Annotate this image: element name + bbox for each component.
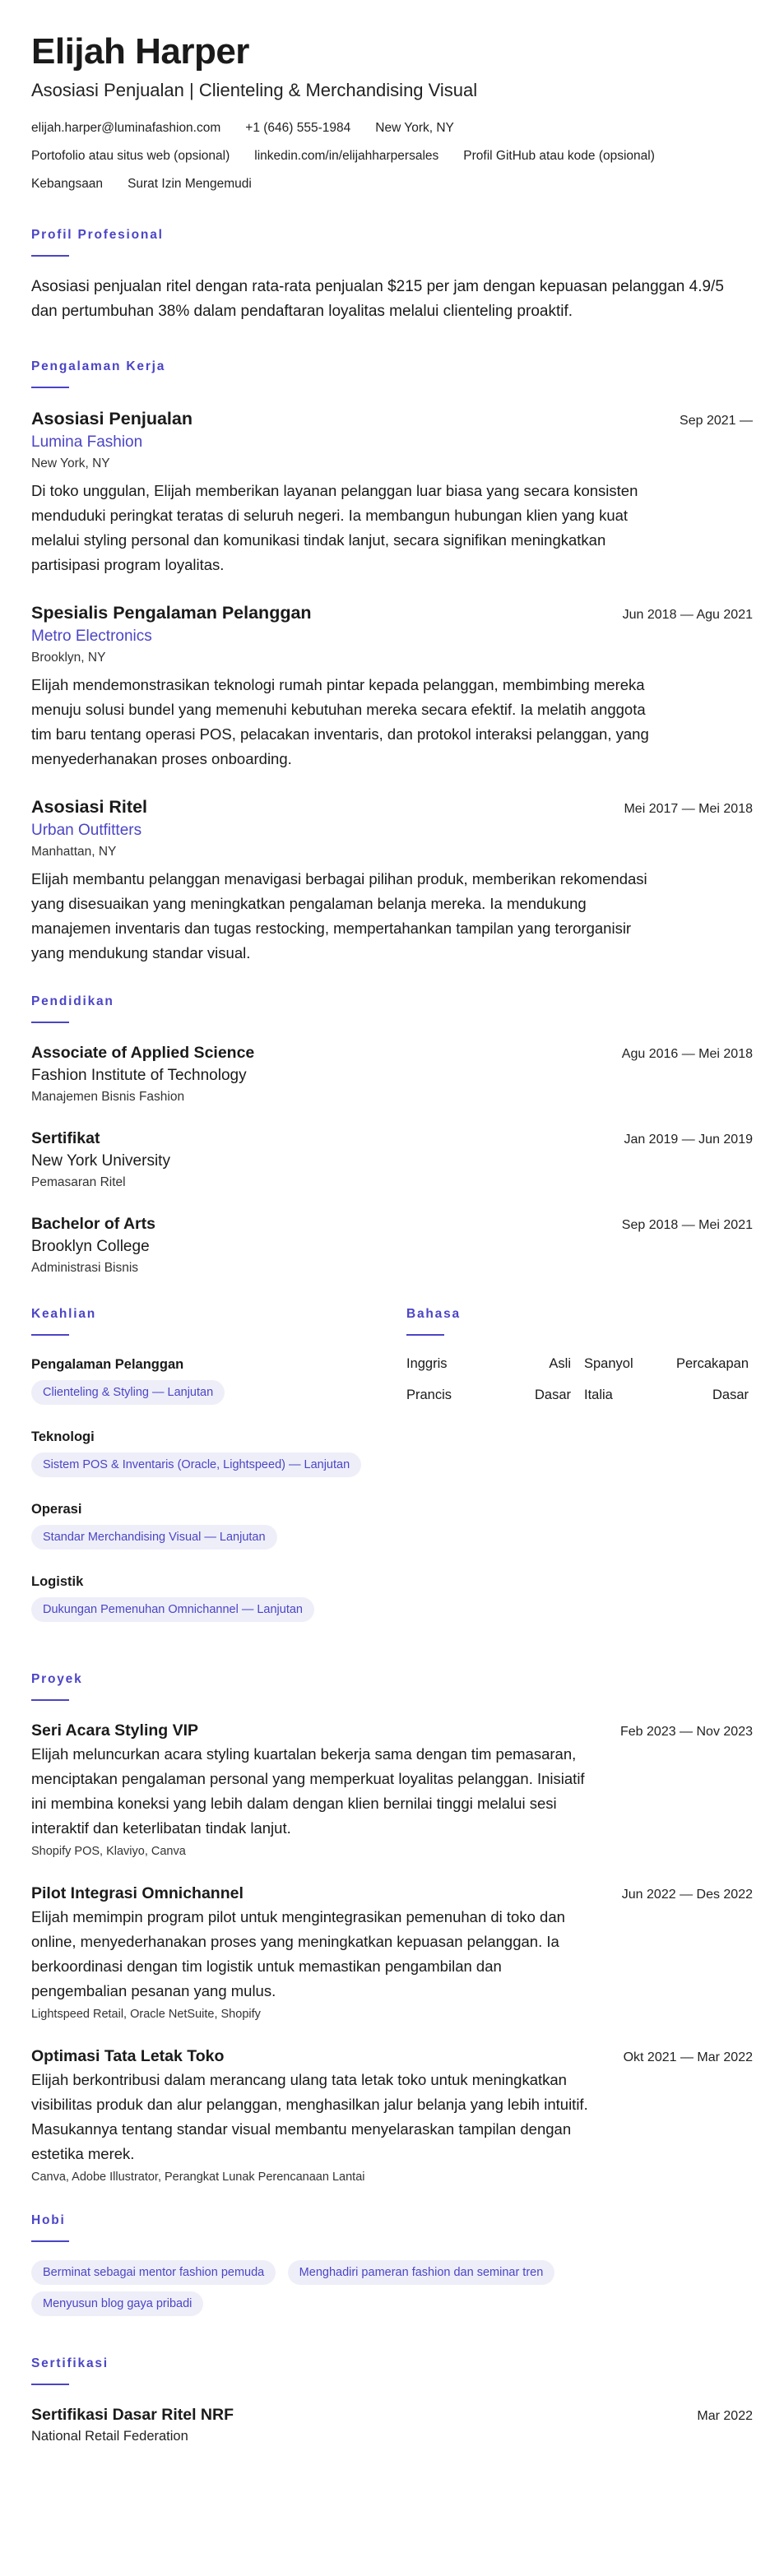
project-entry: [31, 2045, 753, 2186]
certification-date: Mar 2022: [697, 2409, 753, 2423]
edu-date: Agu 2016 — Mei 2018: [621, 1047, 753, 1061]
edu-field: Manajemen Bisnis Fashion: [31, 1090, 185, 1104]
language-item: [584, 1385, 749, 1405]
section-divider: [31, 2384, 69, 2385]
section-divider: [406, 1334, 444, 1336]
edu-degree: Sertifikat: [31, 1129, 100, 1147]
education-entry: [31, 1127, 753, 1193]
job-entry: [31, 600, 753, 771]
edu-degree: Associate of Applied Science: [31, 1044, 255, 1062]
job-role: Spesialis Pengalaman Pelanggan: [31, 603, 312, 623]
job-company: Urban Outfitters: [31, 822, 142, 839]
skill-chip: Clienteling & Styling — Lanjutan: [31, 1380, 225, 1405]
project-tools: Canva, Adobe Illustrator, Perangkat Lunak Perencanaan Lantai: [31, 2171, 365, 2184]
language-name: Prancis: [406, 1388, 452, 1402]
job-date: Sep 2021 —: [680, 414, 753, 428]
language-item: [406, 1385, 571, 1405]
skills-section: [31, 1306, 406, 1643]
language-level: Percakapan: [675, 1356, 749, 1371]
candidate-name: Elijah Harper: [31, 31, 249, 72]
education-entry: [31, 1041, 753, 1107]
contact-portfolio[interactable]: Portofolio atau situs web (opsional): [31, 149, 230, 163]
skill-group: [31, 1426, 406, 1484]
section-title: Profil Profesional: [31, 228, 164, 242]
project-title: Seri Acara Styling VIP: [31, 1721, 199, 1740]
profile-section: [31, 227, 753, 324]
job-location: New York, NY: [31, 456, 110, 470]
section-title: Bahasa: [406, 1307, 461, 1321]
project-date: Feb 2023 — Nov 2023: [620, 1725, 753, 1739]
job-description: Elijah mendemonstrasikan teknologi rumah pintar kepada pelanggan, membimbing mereka menuju solusi bundel yang memenuhi kebutuhan mereka secara efektif. Ia melatih anggota tim baru tentang operasi POS, pelacakan inventaris, dan protokol interaksi pelanggan, yang menyederhanakan proses onboarding.: [31, 676, 649, 767]
edu-school: Fashion Institute of Technology: [31, 1067, 247, 1084]
edu-date: Sep 2018 — Mei 2021: [621, 1218, 753, 1232]
project-tools: Lightspeed Retail, Oracle NetSuite, Shopify: [31, 2008, 261, 2021]
section-divider: [31, 1022, 69, 1023]
contact-phone[interactable]: +1 (646) 555-1984: [245, 121, 351, 135]
section-title: Keahlian: [31, 1307, 97, 1321]
certification-title: Sertifikasi Dasar Ritel NRF: [31, 2406, 234, 2424]
project-description: Elijah berkontribusi dalam merancang ulang tata letak toko untuk meningkatkan visibilitas produk dan alur pelanggan, menghasilkan jalur belanja yang lebih intuitif. Masukannya tentang standar visual membantu menyelaraskan tampilan dengan estetika merek.: [31, 2071, 588, 2162]
language-name: Spanyol: [584, 1356, 633, 1371]
job-entry: [31, 406, 753, 577]
profile-summary: Asosiasi penjualan ritel dengan rata-rata penjualan $215 per jam dengan kepuasan pelanggan 4.9/5 dan pertumbuhan 38% dalam pendaftaran loyalitas melalui clienteling proaktif.: [31, 278, 724, 320]
skill-chip: Dukungan Pemenuhan Omnichannel — Lanjutan: [31, 1597, 314, 1622]
skill-category: Logistik: [31, 1574, 84, 1589]
job-entry: [31, 795, 753, 966]
job-location: Manhattan, NY: [31, 845, 117, 859]
projects-section: [31, 1671, 753, 2186]
education-section: [31, 994, 753, 1278]
edu-school: New York University: [31, 1152, 170, 1170]
skill-category: Operasi: [31, 1502, 82, 1517]
job-date: Jun 2018 — Agu 2021: [622, 608, 753, 622]
language-item: [584, 1354, 749, 1374]
skill-group: [31, 1499, 406, 1556]
language-level: Dasar: [712, 1388, 749, 1402]
section-divider: [31, 1699, 69, 1701]
edu-school: Brooklyn College: [31, 1238, 150, 1255]
contact-info: [31, 120, 753, 148]
language-name: Italia: [584, 1388, 613, 1402]
job-company: Metro Electronics: [31, 628, 152, 645]
project-date: Okt 2021 — Mar 2022: [623, 2050, 753, 2064]
project-title: Optimasi Tata Letak Toko: [31, 2047, 225, 2065]
project-description: Elijah memimpin program pilot untuk mengintegrasikan pemenuhan di toko dan online, menyederhanakan proses yang meningkatkan kepuasan pelanggan. Ia berkoordinasi dengan tim logistik untuk memastikan pengambilan dan pengembalian pesanan yang mulus.: [31, 1908, 565, 1999]
project-entry: [31, 1719, 753, 1860]
languages-section: [406, 1306, 752, 1643]
job-location: Brooklyn, NY: [31, 651, 106, 665]
hobby-chip: Menyusun blog gaya pribadi: [31, 2291, 203, 2316]
language-name: Inggris: [406, 1356, 448, 1371]
section-title: Pengalaman Kerja: [31, 359, 166, 373]
education-entry: [31, 1212, 753, 1278]
certification-issuer: National Retail Federation: [31, 2429, 188, 2444]
section-divider: [31, 387, 69, 388]
contact-license: Surat Izin Mengemudi: [128, 177, 252, 191]
project-description: Elijah meluncurkan acara styling kuartalan bekerja sama dengan tim pemasaran, menciptakan pengalaman personal yang memperkuat loyalitas pelanggan. Inisiatif ini membina koneksi yang lebih dalam dengan klien bernilai tinggi melalui sesi interaktif dan keterlibatan tindak lanjut.: [31, 1745, 585, 1837]
skill-group: [31, 1571, 406, 1629]
job-description: Elijah membantu pelanggan menavigasi berbagai pilihan produk, memberikan rekomendasi yang disesuaikan yang meningkatkan pengalaman belanja mereka. Ia mendukung manajemen inventaris dan tugas restocking, mempertahankan tampilan yang terorganisir yang mendukung standar visual.: [31, 870, 647, 961]
language-level: Asli: [549, 1356, 571, 1371]
certification-entry: [31, 2403, 753, 2446]
skill-category: Teknologi: [31, 1429, 95, 1444]
section-title: Hobi: [31, 2213, 66, 2227]
job-role: Asosiasi Ritel: [31, 797, 147, 817]
section-divider: [31, 255, 69, 257]
skill-chip: Standar Merchandising Visual — Lanjutan: [31, 1525, 277, 1550]
section-divider: [31, 1334, 69, 1336]
hobby-list: [31, 2260, 656, 2323]
contact-extra: [31, 176, 753, 204]
contact-location: New York, NY: [375, 121, 454, 135]
project-title: Pilot Integrasi Omnichannel: [31, 1884, 244, 1902]
certifications-section: [31, 2356, 753, 2446]
project-date: Jun 2022 — Des 2022: [621, 1888, 753, 1902]
skills-languages-row: [31, 1306, 753, 1643]
contact-linkedin[interactable]: linkedin.com/in/elijahharpersales: [254, 149, 439, 163]
edu-degree: Bachelor of Arts: [31, 1215, 155, 1233]
edu-field: Pemasaran Ritel: [31, 1175, 126, 1189]
hobby-chip: Menghadiri pameran fashion dan seminar tren: [288, 2260, 555, 2285]
section-title: Sertifikasi: [31, 2356, 109, 2370]
skill-category: Pengalaman Pelanggan: [31, 1357, 184, 1372]
project-tools: Shopify POS, Klaviyo, Canva: [31, 1845, 186, 1858]
section-title: Pendidikan: [31, 994, 114, 1008]
skill-chip: Sistem POS & Inventaris (Oracle, Lightspeed) — Lanjutan: [31, 1452, 361, 1477]
language-level: Dasar: [534, 1388, 571, 1402]
language-item: [406, 1354, 571, 1374]
job-date: Mei 2017 — Mei 2018: [624, 802, 753, 816]
resume-header: [31, 31, 753, 204]
edu-field: Administrasi Bisnis: [31, 1261, 139, 1275]
job-company: Lumina Fashion: [31, 433, 143, 451]
job-description: Di toko unggulan, Elijah memberikan layanan pelanggan luar biasa yang secara konsisten menduduki peringkat teratas di seluruh negeri. Ia membangun hubungan klien yang kuat melalui styling personal dan komunikasi tindak lanjut, secara signifikan meningkatkan partisipasi program loyalitas.: [31, 482, 638, 573]
contact-github[interactable]: Profil GitHub atau kode (opsional): [463, 149, 655, 163]
candidate-headline: Asosiasi Penjualan | Clienteling & Merchandising Visual: [31, 80, 478, 100]
section-title: Proyek: [31, 1672, 83, 1686]
skill-group: [31, 1354, 406, 1411]
job-role: Asosiasi Penjualan: [31, 409, 193, 429]
edu-date: Jan 2019 — Jun 2019: [624, 1133, 753, 1147]
experience-section: [31, 359, 753, 966]
contact-links: [31, 148, 753, 176]
contact-nationality: Kebangsaan: [31, 177, 104, 191]
contact-email[interactable]: elijah.harper@luminafashion.com: [31, 121, 221, 135]
project-entry: [31, 1882, 753, 2023]
hobby-chip: Berminat sebagai mentor fashion pemuda: [31, 2260, 276, 2285]
hobbies-section: [31, 2212, 753, 2323]
section-divider: [31, 2240, 69, 2242]
language-list: [406, 1354, 752, 1405]
